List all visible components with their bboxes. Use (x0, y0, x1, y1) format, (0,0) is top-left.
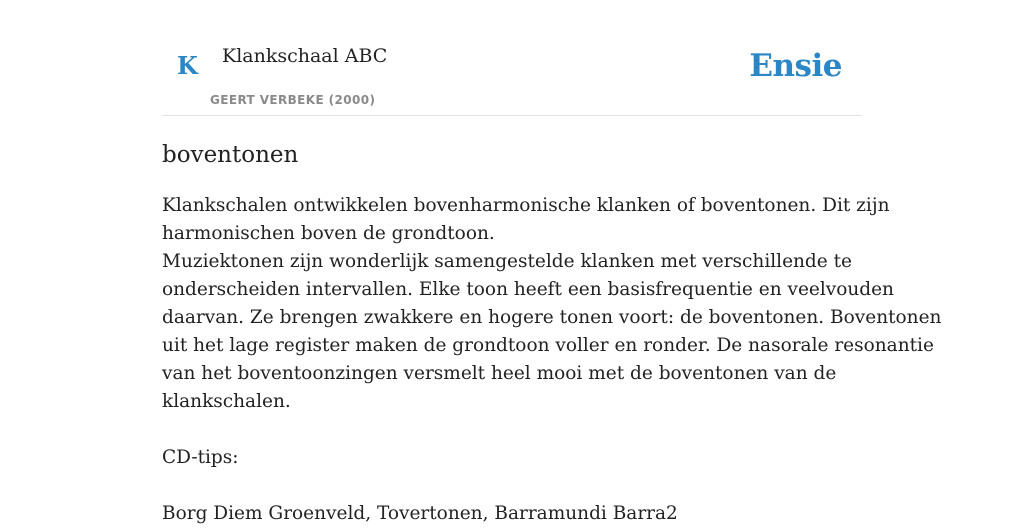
body-line: uit het lage register maken de grondtoon voller en ronder. De nasorale resonantie (162, 335, 934, 356)
entry-body (162, 192, 942, 528)
cd-tips-heading: CD-tips: (162, 447, 239, 468)
entry-title: boventonen (162, 142, 299, 168)
blank-line (162, 416, 872, 444)
blank-line (162, 472, 872, 500)
body-line: Klankschalen ontwikkelen bovenharmonische klanken of boventonen. Dit zijn (162, 195, 890, 216)
ensie-logo-link[interactable]: Ensie (749, 48, 842, 84)
body-line: Muziektonen zijn wonderlijk samengestelde klanken met verschillende te (162, 251, 852, 272)
body-line: onderscheiden intervallen. Elke toon heeft een basisfrequentie en veelvouden (162, 279, 894, 300)
cd-tip-item: Borg Diem Groenveld, Tovertonen, Barramundi Barra2 (162, 503, 678, 524)
source-logo[interactable]: K (177, 51, 198, 80)
body-line: daarvan. Ze brengen zwakkere en hogere tonen voort: de boventonen. Boventonen (162, 307, 942, 328)
source-author: GEERT VERBEKE (2000) (210, 93, 376, 107)
body-line: van het boventoonzingen versmelt heel mooi met de boventonen van de (162, 363, 837, 384)
entry-header (162, 30, 862, 116)
source-title-link[interactable]: Klankschaal ABC (222, 45, 388, 67)
body-line: klankschalen. (162, 391, 291, 412)
body-line: harmonischen boven de grondtoon. (162, 223, 495, 244)
